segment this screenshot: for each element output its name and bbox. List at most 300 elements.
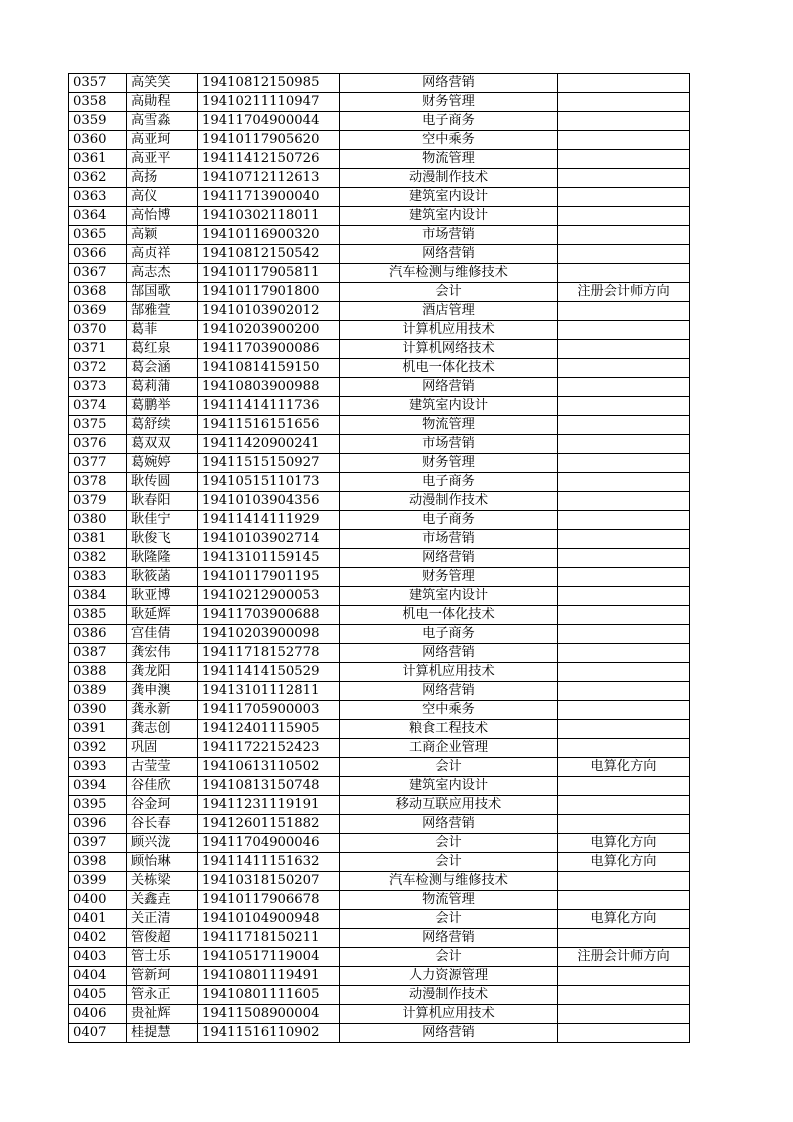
major-cell: 会计 bbox=[340, 834, 558, 853]
record-number-cell: 0364 bbox=[69, 207, 127, 226]
exam-id-cell: 19411718152778 bbox=[198, 644, 340, 663]
record-number-cell: 0368 bbox=[69, 283, 127, 302]
record-number-cell: 0359 bbox=[69, 112, 127, 131]
record-number-cell: 0394 bbox=[69, 777, 127, 796]
major-cell: 建筑室内设计 bbox=[340, 587, 558, 606]
table-row bbox=[69, 74, 690, 93]
exam-id-cell: 19411231119191 bbox=[198, 796, 340, 815]
record-number-cell: 0387 bbox=[69, 644, 127, 663]
exam-id-cell: 19412601151882 bbox=[198, 815, 340, 834]
table-row bbox=[69, 397, 690, 416]
table-row bbox=[69, 188, 690, 207]
major-cell: 建筑室内设计 bbox=[340, 188, 558, 207]
table-row bbox=[69, 378, 690, 397]
direction-note-cell bbox=[558, 777, 690, 796]
table-row bbox=[69, 701, 690, 720]
exam-id-cell: 19411412150726 bbox=[198, 150, 340, 169]
student-name-cell: 郜雅萱 bbox=[127, 302, 198, 321]
record-number-cell: 0384 bbox=[69, 587, 127, 606]
exam-id-cell: 19411703900086 bbox=[198, 340, 340, 359]
exam-id-cell: 19411414111736 bbox=[198, 397, 340, 416]
table-row bbox=[69, 1024, 690, 1043]
major-cell: 人力资源管理 bbox=[340, 967, 558, 986]
student-name-cell: 耿隆隆 bbox=[127, 549, 198, 568]
major-cell: 建筑室内设计 bbox=[340, 777, 558, 796]
record-number-cell: 0375 bbox=[69, 416, 127, 435]
student-name-cell: 郜国歌 bbox=[127, 283, 198, 302]
record-number-cell: 0403 bbox=[69, 948, 127, 967]
exam-id-cell: 19410203900098 bbox=[198, 625, 340, 644]
major-cell: 网络营销 bbox=[340, 378, 558, 397]
major-cell: 酒店管理 bbox=[340, 302, 558, 321]
direction-note-cell bbox=[558, 568, 690, 587]
table-row bbox=[69, 302, 690, 321]
direction-note-cell: 注册会计师方向 bbox=[558, 948, 690, 967]
record-number-cell: 0380 bbox=[69, 511, 127, 530]
major-cell: 机电一体化技术 bbox=[340, 606, 558, 625]
direction-note-cell bbox=[558, 378, 690, 397]
table-row bbox=[69, 416, 690, 435]
direction-note-cell bbox=[558, 967, 690, 986]
major-cell: 网络营销 bbox=[340, 929, 558, 948]
exam-id-cell: 19410103902012 bbox=[198, 302, 340, 321]
exam-id-cell: 19410813150748 bbox=[198, 777, 340, 796]
exam-id-cell: 19411414111929 bbox=[198, 511, 340, 530]
exam-id-cell: 19411515150927 bbox=[198, 454, 340, 473]
student-name-cell: 顾怡琳 bbox=[127, 853, 198, 872]
table-row bbox=[69, 245, 690, 264]
student-name-cell: 耿筱菡 bbox=[127, 568, 198, 587]
record-number-cell: 0358 bbox=[69, 93, 127, 112]
exam-id-cell: 19411705900003 bbox=[198, 701, 340, 720]
table-row bbox=[69, 853, 690, 872]
exam-id-cell: 19410801111605 bbox=[198, 986, 340, 1005]
direction-note-cell: 电算化方向 bbox=[558, 758, 690, 777]
record-number-cell: 0367 bbox=[69, 264, 127, 283]
exam-id-cell: 19411718150211 bbox=[198, 929, 340, 948]
direction-note-cell: 电算化方向 bbox=[558, 834, 690, 853]
exam-id-cell: 19410117901195 bbox=[198, 568, 340, 587]
table-row bbox=[69, 549, 690, 568]
exam-id-cell: 19410116900320 bbox=[198, 226, 340, 245]
table-row bbox=[69, 967, 690, 986]
student-name-cell: 高仪 bbox=[127, 188, 198, 207]
table-row bbox=[69, 625, 690, 644]
exam-id-cell: 19410812150985 bbox=[198, 74, 340, 93]
table-row bbox=[69, 986, 690, 1005]
record-number-cell: 0370 bbox=[69, 321, 127, 340]
record-number-cell: 0400 bbox=[69, 891, 127, 910]
record-number-cell: 0357 bbox=[69, 74, 127, 93]
direction-note-cell bbox=[558, 815, 690, 834]
direction-note-cell bbox=[558, 473, 690, 492]
record-number-cell: 0369 bbox=[69, 302, 127, 321]
exam-id-cell: 19413101159145 bbox=[198, 549, 340, 568]
major-cell: 会计 bbox=[340, 758, 558, 777]
record-number-cell: 0388 bbox=[69, 663, 127, 682]
direction-note-cell bbox=[558, 74, 690, 93]
direction-note-cell bbox=[558, 644, 690, 663]
record-number-cell: 0379 bbox=[69, 492, 127, 511]
record-number-cell: 0395 bbox=[69, 796, 127, 815]
record-number-cell: 0402 bbox=[69, 929, 127, 948]
student-name-cell: 耿春阳 bbox=[127, 492, 198, 511]
record-number-cell: 0378 bbox=[69, 473, 127, 492]
student-name-cell: 管士乐 bbox=[127, 948, 198, 967]
direction-note-cell bbox=[558, 663, 690, 682]
table-row bbox=[69, 321, 690, 340]
major-cell: 网络营销 bbox=[340, 815, 558, 834]
student-name-cell: 宫佳倩 bbox=[127, 625, 198, 644]
student-name-cell: 谷金珂 bbox=[127, 796, 198, 815]
exam-id-cell: 19411411151632 bbox=[198, 853, 340, 872]
table-row bbox=[69, 758, 690, 777]
table-row bbox=[69, 283, 690, 302]
record-number-cell: 0397 bbox=[69, 834, 127, 853]
student-name-cell: 龚龙阳 bbox=[127, 663, 198, 682]
table-row bbox=[69, 815, 690, 834]
direction-note-cell bbox=[558, 416, 690, 435]
record-number-cell: 0385 bbox=[69, 606, 127, 625]
direction-note-cell bbox=[558, 587, 690, 606]
major-cell: 电子商务 bbox=[340, 625, 558, 644]
student-name-cell: 贵祉辉 bbox=[127, 1005, 198, 1024]
major-cell: 会计 bbox=[340, 853, 558, 872]
table-row bbox=[69, 739, 690, 758]
major-cell: 计算机应用技术 bbox=[340, 1005, 558, 1024]
record-number-cell: 0393 bbox=[69, 758, 127, 777]
student-name-cell: 耿佳宁 bbox=[127, 511, 198, 530]
table-row bbox=[69, 644, 690, 663]
direction-note-cell bbox=[558, 606, 690, 625]
table-row bbox=[69, 777, 690, 796]
student-name-cell: 关鑫垚 bbox=[127, 891, 198, 910]
direction-note-cell bbox=[558, 150, 690, 169]
student-name-cell: 葛双双 bbox=[127, 435, 198, 454]
student-name-cell: 龚志创 bbox=[127, 720, 198, 739]
exam-id-cell: 19410103902714 bbox=[198, 530, 340, 549]
major-cell: 计算机网络技术 bbox=[340, 340, 558, 359]
direction-note-cell bbox=[558, 1024, 690, 1043]
record-number-cell: 0406 bbox=[69, 1005, 127, 1024]
table-row bbox=[69, 872, 690, 891]
table-row bbox=[69, 207, 690, 226]
record-number-cell: 0401 bbox=[69, 910, 127, 929]
major-cell: 汽车检测与维修技术 bbox=[340, 872, 558, 891]
student-name-cell: 桂提慧 bbox=[127, 1024, 198, 1043]
direction-note-cell bbox=[558, 625, 690, 644]
direction-note-cell bbox=[558, 701, 690, 720]
exam-id-cell: 19410117905811 bbox=[198, 264, 340, 283]
record-number-cell: 0377 bbox=[69, 454, 127, 473]
record-number-cell: 0405 bbox=[69, 986, 127, 1005]
major-cell: 机电一体化技术 bbox=[340, 359, 558, 378]
student-name-cell: 耿传圆 bbox=[127, 473, 198, 492]
exam-id-cell: 19410212900053 bbox=[198, 587, 340, 606]
exam-id-cell: 19410117901800 bbox=[198, 283, 340, 302]
major-cell: 工商企业管理 bbox=[340, 739, 558, 758]
direction-note-cell bbox=[558, 492, 690, 511]
direction-note-cell: 注册会计师方向 bbox=[558, 283, 690, 302]
record-number-cell: 0366 bbox=[69, 245, 127, 264]
direction-note-cell bbox=[558, 188, 690, 207]
student-roster-table bbox=[68, 73, 690, 1043]
table-row bbox=[69, 568, 690, 587]
table-row bbox=[69, 150, 690, 169]
exam-id-cell: 19410117906678 bbox=[198, 891, 340, 910]
exam-id-cell: 19410803900988 bbox=[198, 378, 340, 397]
exam-id-cell: 19411704900046 bbox=[198, 834, 340, 853]
exam-id-cell: 19410103904356 bbox=[198, 492, 340, 511]
major-cell: 会计 bbox=[340, 948, 558, 967]
student-name-cell: 谷佳欣 bbox=[127, 777, 198, 796]
exam-id-cell: 19411414150529 bbox=[198, 663, 340, 682]
major-cell: 动漫制作技术 bbox=[340, 169, 558, 188]
student-name-cell: 管永正 bbox=[127, 986, 198, 1005]
major-cell: 计算机应用技术 bbox=[340, 321, 558, 340]
student-name-cell: 葛红泉 bbox=[127, 340, 198, 359]
exam-id-cell: 19411516110902 bbox=[198, 1024, 340, 1043]
direction-note-cell bbox=[558, 340, 690, 359]
major-cell: 财务管理 bbox=[340, 568, 558, 587]
direction-note-cell bbox=[558, 397, 690, 416]
record-number-cell: 0399 bbox=[69, 872, 127, 891]
major-cell: 会计 bbox=[340, 910, 558, 929]
record-number-cell: 0407 bbox=[69, 1024, 127, 1043]
student-name-cell: 耿延辉 bbox=[127, 606, 198, 625]
major-cell: 汽车检测与维修技术 bbox=[340, 264, 558, 283]
exam-id-cell: 19410712112613 bbox=[198, 169, 340, 188]
student-name-cell: 高勛程 bbox=[127, 93, 198, 112]
table-row bbox=[69, 530, 690, 549]
major-cell: 网络营销 bbox=[340, 1024, 558, 1043]
major-cell: 市场营销 bbox=[340, 226, 558, 245]
direction-note-cell bbox=[558, 226, 690, 245]
record-number-cell: 0396 bbox=[69, 815, 127, 834]
record-number-cell: 0362 bbox=[69, 169, 127, 188]
major-cell: 建筑室内设计 bbox=[340, 397, 558, 416]
major-cell: 电子商务 bbox=[340, 112, 558, 131]
major-cell: 粮食工程技术 bbox=[340, 720, 558, 739]
major-cell: 市场营销 bbox=[340, 435, 558, 454]
exam-id-cell: 19411420900241 bbox=[198, 435, 340, 454]
direction-note-cell bbox=[558, 796, 690, 815]
record-number-cell: 0404 bbox=[69, 967, 127, 986]
major-cell: 网络营销 bbox=[340, 245, 558, 264]
exam-id-cell: 19410117905620 bbox=[198, 131, 340, 150]
student-name-cell: 葛鹏举 bbox=[127, 397, 198, 416]
table-row bbox=[69, 93, 690, 112]
major-cell: 物流管理 bbox=[340, 416, 558, 435]
exam-id-cell: 19413101112811 bbox=[198, 682, 340, 701]
table-row bbox=[69, 112, 690, 131]
table-row bbox=[69, 340, 690, 359]
exam-id-cell: 19410211110947 bbox=[198, 93, 340, 112]
exam-id-cell: 19410812150542 bbox=[198, 245, 340, 264]
exam-id-cell: 19412401115905 bbox=[198, 720, 340, 739]
table-row bbox=[69, 435, 690, 454]
student-name-cell: 龚宏伟 bbox=[127, 644, 198, 663]
student-name-cell: 巩固 bbox=[127, 739, 198, 758]
major-cell: 财务管理 bbox=[340, 454, 558, 473]
student-name-cell: 管新珂 bbox=[127, 967, 198, 986]
table-row bbox=[69, 1005, 690, 1024]
table-row bbox=[69, 682, 690, 701]
student-name-cell: 龚永新 bbox=[127, 701, 198, 720]
student-name-cell: 高扬 bbox=[127, 169, 198, 188]
direction-note-cell bbox=[558, 321, 690, 340]
exam-id-cell: 19410515110173 bbox=[198, 473, 340, 492]
exam-id-cell: 19410801119491 bbox=[198, 967, 340, 986]
student-name-cell: 高志杰 bbox=[127, 264, 198, 283]
direction-note-cell bbox=[558, 530, 690, 549]
table-row bbox=[69, 264, 690, 283]
major-cell: 物流管理 bbox=[340, 891, 558, 910]
direction-note-cell bbox=[558, 302, 690, 321]
major-cell: 网络营销 bbox=[340, 644, 558, 663]
direction-note-cell bbox=[558, 872, 690, 891]
table-row bbox=[69, 226, 690, 245]
record-number-cell: 0386 bbox=[69, 625, 127, 644]
table-row bbox=[69, 359, 690, 378]
major-cell: 电子商务 bbox=[340, 511, 558, 530]
record-number-cell: 0363 bbox=[69, 188, 127, 207]
table-row bbox=[69, 454, 690, 473]
major-cell: 移动互联应用技术 bbox=[340, 796, 558, 815]
table-row bbox=[69, 169, 690, 188]
student-name-cell: 关正清 bbox=[127, 910, 198, 929]
student-name-cell: 葛婉婷 bbox=[127, 454, 198, 473]
table-row bbox=[69, 910, 690, 929]
record-number-cell: 0376 bbox=[69, 435, 127, 454]
major-cell: 电子商务 bbox=[340, 473, 558, 492]
student-name-cell: 高亚珂 bbox=[127, 131, 198, 150]
direction-note-cell bbox=[558, 435, 690, 454]
record-number-cell: 0398 bbox=[69, 853, 127, 872]
major-cell: 空中乘务 bbox=[340, 131, 558, 150]
record-number-cell: 0390 bbox=[69, 701, 127, 720]
record-number-cell: 0391 bbox=[69, 720, 127, 739]
table-row bbox=[69, 948, 690, 967]
direction-note-cell bbox=[558, 207, 690, 226]
student-name-cell: 葛舒续 bbox=[127, 416, 198, 435]
direction-note-cell bbox=[558, 1005, 690, 1024]
major-cell: 建筑室内设计 bbox=[340, 207, 558, 226]
direction-note-cell bbox=[558, 549, 690, 568]
table-row bbox=[69, 720, 690, 739]
major-cell: 网络营销 bbox=[340, 682, 558, 701]
exam-id-cell: 19411704900044 bbox=[198, 112, 340, 131]
table-row bbox=[69, 131, 690, 150]
direction-note-cell: 电算化方向 bbox=[558, 910, 690, 929]
exam-id-cell: 19411703900688 bbox=[198, 606, 340, 625]
direction-note-cell bbox=[558, 891, 690, 910]
table-row bbox=[69, 796, 690, 815]
direction-note-cell bbox=[558, 986, 690, 1005]
student-name-cell: 顾兴泷 bbox=[127, 834, 198, 853]
direction-note-cell bbox=[558, 112, 690, 131]
table-row bbox=[69, 606, 690, 625]
direction-note-cell bbox=[558, 264, 690, 283]
exam-id-cell: 19410613110502 bbox=[198, 758, 340, 777]
table-row bbox=[69, 929, 690, 948]
record-number-cell: 0374 bbox=[69, 397, 127, 416]
direction-note-cell bbox=[558, 359, 690, 378]
exam-id-cell: 19410302118011 bbox=[198, 207, 340, 226]
exam-id-cell: 19411722152423 bbox=[198, 739, 340, 758]
student-name-cell: 管俊超 bbox=[127, 929, 198, 948]
direction-note-cell bbox=[558, 929, 690, 948]
record-number-cell: 0389 bbox=[69, 682, 127, 701]
student-name-cell: 关栋梁 bbox=[127, 872, 198, 891]
direction-note-cell bbox=[558, 682, 690, 701]
exam-id-cell: 19410104900948 bbox=[198, 910, 340, 929]
major-cell: 网络营销 bbox=[340, 74, 558, 93]
student-name-cell: 耿俊飞 bbox=[127, 530, 198, 549]
direction-note-cell bbox=[558, 169, 690, 188]
student-name-cell: 高亚平 bbox=[127, 150, 198, 169]
major-cell: 动漫制作技术 bbox=[340, 492, 558, 511]
record-number-cell: 0383 bbox=[69, 568, 127, 587]
exam-id-cell: 19411713900040 bbox=[198, 188, 340, 207]
major-cell: 网络营销 bbox=[340, 549, 558, 568]
record-number-cell: 0392 bbox=[69, 739, 127, 758]
exam-id-cell: 19411508900004 bbox=[198, 1005, 340, 1024]
major-cell: 财务管理 bbox=[340, 93, 558, 112]
table-row bbox=[69, 834, 690, 853]
table-row bbox=[69, 473, 690, 492]
major-cell: 计算机应用技术 bbox=[340, 663, 558, 682]
major-cell: 物流管理 bbox=[340, 150, 558, 169]
student-name-cell: 葛莉蒲 bbox=[127, 378, 198, 397]
record-number-cell: 0360 bbox=[69, 131, 127, 150]
major-cell: 动漫制作技术 bbox=[340, 986, 558, 1005]
major-cell: 市场营销 bbox=[340, 530, 558, 549]
student-name-cell: 葛会涵 bbox=[127, 359, 198, 378]
exam-id-cell: 19410318150207 bbox=[198, 872, 340, 891]
direction-note-cell bbox=[558, 739, 690, 758]
roster-body bbox=[69, 74, 690, 1043]
exam-id-cell: 19410203900200 bbox=[198, 321, 340, 340]
student-name-cell: 高怡博 bbox=[127, 207, 198, 226]
student-name-cell: 龚申澳 bbox=[127, 682, 198, 701]
record-number-cell: 0361 bbox=[69, 150, 127, 169]
student-name-cell: 高贞祥 bbox=[127, 245, 198, 264]
table-row bbox=[69, 587, 690, 606]
record-number-cell: 0381 bbox=[69, 530, 127, 549]
record-number-cell: 0372 bbox=[69, 359, 127, 378]
student-name-cell: 耿亚博 bbox=[127, 587, 198, 606]
table-row bbox=[69, 663, 690, 682]
exam-id-cell: 19410814159150 bbox=[198, 359, 340, 378]
exam-id-cell: 19411516151656 bbox=[198, 416, 340, 435]
direction-note-cell bbox=[558, 720, 690, 739]
student-name-cell: 高颖 bbox=[127, 226, 198, 245]
direction-note-cell bbox=[558, 245, 690, 264]
major-cell: 空中乘务 bbox=[340, 701, 558, 720]
record-number-cell: 0373 bbox=[69, 378, 127, 397]
student-name-cell: 葛菲 bbox=[127, 321, 198, 340]
direction-note-cell bbox=[558, 511, 690, 530]
record-number-cell: 0382 bbox=[69, 549, 127, 568]
student-name-cell: 高笑笑 bbox=[127, 74, 198, 93]
record-number-cell: 0365 bbox=[69, 226, 127, 245]
record-number-cell: 0371 bbox=[69, 340, 127, 359]
student-name-cell: 高雪淼 bbox=[127, 112, 198, 131]
student-name-cell: 谷长春 bbox=[127, 815, 198, 834]
direction-note-cell bbox=[558, 131, 690, 150]
major-cell: 会计 bbox=[340, 283, 558, 302]
